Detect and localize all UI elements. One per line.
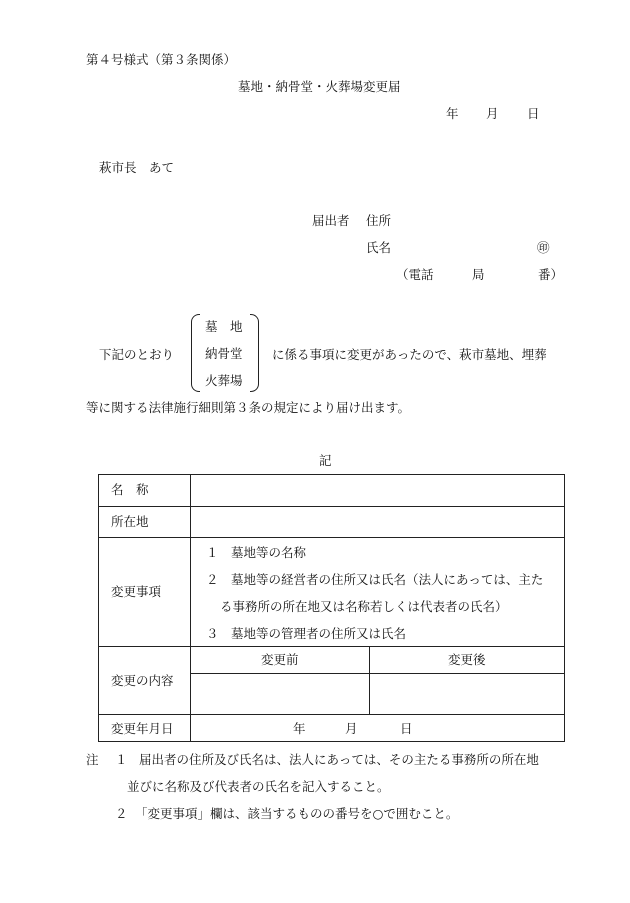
before-field[interactable] [192,675,368,713]
option-cemetery: 墓 地 [205,319,243,334]
body-continuation-1: に係る事項に変更があったので、萩市墓地、埋葬 [272,347,547,362]
date-month: 月 [486,106,499,121]
applicant-label: 届出者 [312,213,350,228]
phone-station: 局 [472,267,485,282]
option-crematorium: 火葬場 [205,373,243,388]
seal-mark: ㊞ [537,240,550,255]
before-label: 変更前 [261,652,299,667]
content-label: 変更の内容 [111,673,174,688]
change-item-3: ３ 墓地等の管理者の住所又は氏名 [206,626,407,641]
change-item-label: 変更事項 [111,584,162,599]
change-date-year: 年 [293,721,306,736]
name-label: 氏名 [366,240,392,255]
change-item-2-cont: る事務所の所在地又は名称若しくは代表者の氏名） [220,599,508,614]
note-1-line-2: 並びに名称及び代表者の氏名を記入すること。 [127,779,390,794]
change-date-month: 月 [345,721,358,736]
address-label: 住所 [366,213,392,228]
option-ossuary: 納骨堂 [205,346,243,361]
notes-prefix: 注 [86,752,99,767]
body-lead: 下記のとおり [99,347,175,362]
change-date-label: 変更年月日 [111,721,174,736]
note-1-number: １ [115,752,128,767]
document-title: 墓地・納骨堂・火葬場変更届 [238,79,401,94]
location-field-label: 所在地 [111,514,149,529]
phone-open: （電話 [396,267,434,282]
change-item-2: ２ 墓地等の経営者の住所又は氏名（法人にあっては、主た [206,572,544,587]
date-day: 日 [527,106,540,121]
right-bracket [250,314,259,392]
note-2-number: ２ [115,806,128,821]
change-item-1: １ 墓地等の名称 [206,545,307,560]
body-continuation-2: 等に関する法律施行細則第３条の規定により届け出ます。 [86,400,411,415]
note-2-text: 「変更事項」欄は、該当するものの番号を○で囲むこと。 [135,806,459,821]
form-number: 第４号様式（第３条関係） [86,52,237,67]
change-date-day: 日 [400,721,413,736]
name-field[interactable] [192,476,563,505]
after-label: 変更後 [448,652,486,667]
phone-number-close: 番） [538,267,564,282]
name-field-label: 名 称 [111,482,149,497]
note-1-line-1: 届出者の住所及び氏名は、法人にあっては、その主たる事務所の所在地 [139,752,539,767]
location-field[interactable] [192,508,563,536]
left-bracket [191,314,200,392]
addressee: 萩市長 あて [99,160,175,175]
after-field[interactable] [371,675,563,713]
ki-heading: 記 [319,453,332,468]
date-year: 年 [446,106,459,121]
